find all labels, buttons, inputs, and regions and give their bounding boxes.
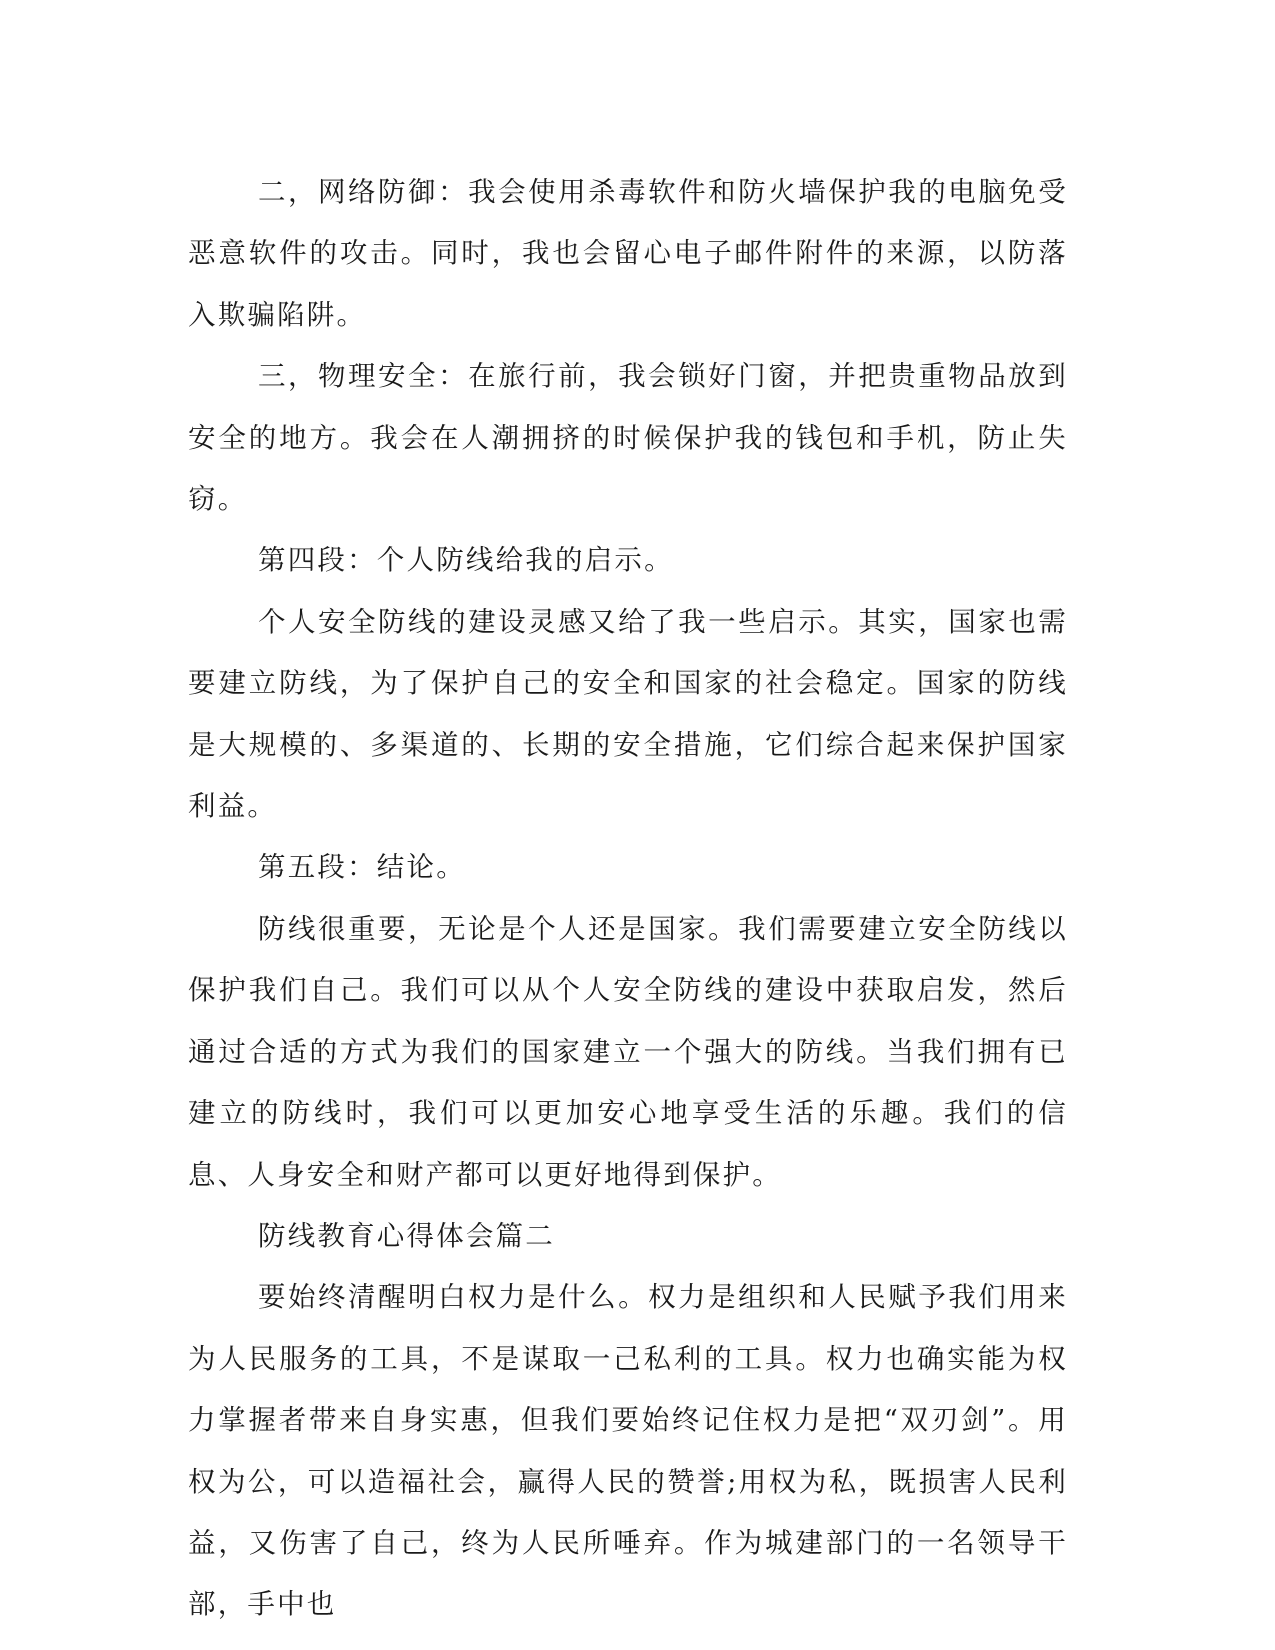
paragraph-power: 要始终清醒明白权力是什么。权力是组织和人民赋予我们用来为人民服务的工具，不是谋取一己私利的工具。权力也确实能为权力掌握者带来自身实惠，但我们要始终记住权力是把“双刃剑”。用权为公，可以造福社会，赢得人民的赞誉;用权为私，既损害人民利益，又伤害了自己，终为人民所唾弃。作为城建部门的一名领导干部，手中也 (188, 1281, 1068, 1621)
document-body (188, 162, 1068, 1636)
paragraph-conclusion: 防线很重要，无论是个人还是国家。我们需要建立安全防线以保护我们自己。我们可以从个人安全防线的建设中获取启发，然后通过合适的方式为我们的国家建立一个强大的防线。当我们拥有已建立的防线时，我们可以更加安心地享受生活的乐趣。我们的信息、人身安全和财产都可以更好地得到保护。 (188, 912, 1068, 1191)
paragraph-network-defense: 二，网络防御：我会使用杀毒软件和防火墙保护我的电脑免受恶意软件的攻击。同时，我也会留心电子邮件附件的来源，以防落入欺骗陷阱。 (188, 176, 1068, 331)
paragraph-inspiration: 个人安全防线的建设灵感又给了我一些启示。其实，国家也需要建立防线，为了保护自己的安全和国家的社会稳定。国家的防线是大规模的、多渠道的、长期的安全措施，它们综合起来保护国家利益。 (188, 605, 1068, 823)
section-heading-4: 第四段：个人防线给我的启示。 (258, 544, 674, 577)
paragraph-physical-security: 三，物理安全：在旅行前，我会锁好门窗，并把贵重物品放到安全的地方。我会在人潮拥挤的时候保护我的钱包和手机，防止失窃。 (188, 360, 1068, 516)
chapter-title: 防线教育心得体会篇二 (258, 1219, 555, 1252)
section-heading-5: 第五段：结论。 (258, 851, 466, 884)
